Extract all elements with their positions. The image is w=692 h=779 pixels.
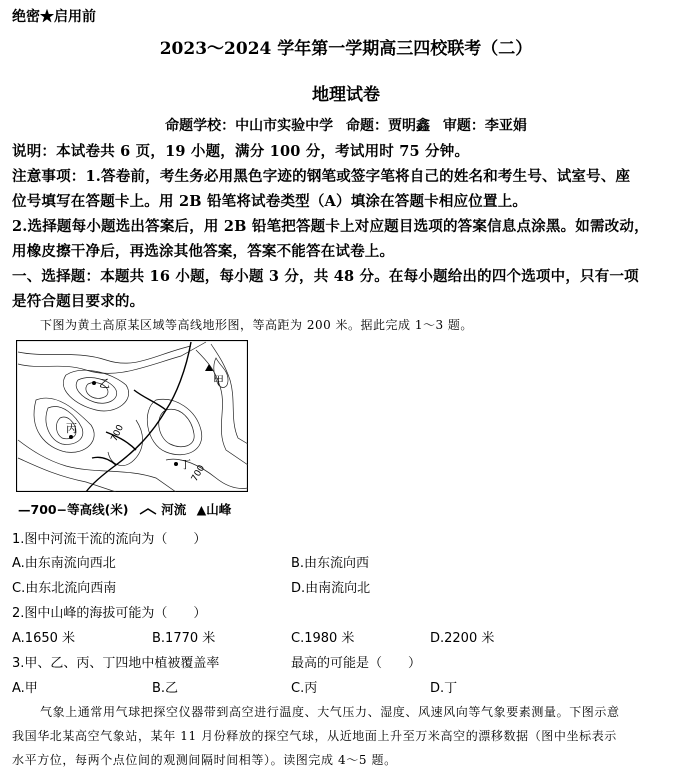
label-bing: 丙 — [66, 422, 77, 435]
exam-credits — [0, 115, 692, 135]
label-yi: 乙 — [99, 377, 110, 390]
exam-title: 2023～2024 学年第一学期高三四校联考（二） — [159, 39, 533, 59]
section-line-1: 一、选择题：本题共 16 小题，每小题 3 分，共 48 分。在每小题给出的四个选项中，只有一项 — [12, 268, 639, 285]
q2-option-c[interactable]: C.1980 米 — [291, 631, 355, 646]
passage-line-3: 水平方位，每两个点位间的观测间隔时间相等）。读图完成 4～5 题。 — [12, 753, 397, 767]
q1-option-d[interactable]: D.由南流向北 — [291, 581, 371, 596]
label-jia: 甲 — [213, 374, 224, 387]
reviewer: 审题：李亚娟 — [442, 118, 527, 134]
q2-option-b[interactable]: B.1770 米 — [152, 631, 216, 646]
point-bing — [69, 435, 73, 439]
school: 命题学校：中山市实验中学 — [165, 118, 334, 134]
confidential-mark: 绝密★启用前 — [12, 9, 96, 25]
map-legend — [18, 500, 237, 518]
q1-option-a[interactable]: A.由东南流向西北 — [12, 556, 116, 571]
question-2-stem: 2.图中山峰的海拔可能为（ ） — [12, 606, 207, 621]
river-legend-icon — [139, 506, 157, 516]
q3-option-a[interactable]: A.甲 — [12, 681, 38, 696]
question-1-stem: 1.图中河流干流的流向为（ ） — [12, 532, 207, 547]
point-ding — [174, 462, 178, 466]
contour-label-a: 700 — [109, 423, 126, 444]
item2-line-1: 2.选择题每小题选出答案后，用 2B 铅笔把答题卡上对应题目选项的答案信息点涂黑。如需改动， — [12, 218, 649, 235]
question-3-stem-tail: 最高的可能是（ ） — [291, 656, 422, 671]
author: 命题：贾明鑫 — [346, 118, 430, 134]
subject-title: 地理试卷 — [312, 85, 380, 105]
passage-line-2: 我国华北某高空气象站，某年 11 月份释放的探空气球，从近地面上升至万米高空的漂移数据（图中坐标表示 — [12, 729, 617, 743]
contour-map — [16, 340, 248, 492]
q1-option-c[interactable]: C.由东北流向西南 — [12, 581, 117, 596]
q2-option-a[interactable]: A.1650 米 — [12, 631, 76, 646]
q3-option-d[interactable]: D.丁 — [430, 681, 458, 696]
legend-contour: —700−等高线(米) — [18, 502, 129, 517]
q1-option-b[interactable]: B.由东流向西 — [291, 556, 370, 571]
passage-line-1: 气象上通常用气球把探空仪器带到高空进行温度、大气压力、湿度、风速风向等气象要素测量。下图示意 — [40, 705, 620, 719]
q2-option-d[interactable]: D.2200 米 — [430, 631, 495, 646]
point-yi — [92, 381, 96, 385]
question-3-stem: 3.甲、乙、丙、丁四地中植被覆盖率 — [12, 656, 220, 671]
legend-peak: ▲山峰 — [196, 502, 232, 517]
attention-line-2: 位号填写在答题卡上。用 2B 铅笔将试卷类型（A）填涂在答题卡相应位置上。 — [12, 193, 528, 210]
label-ding: 丁 — [180, 458, 191, 471]
section-line-2: 是符合题目要求的。 — [12, 293, 145, 310]
question-intro: 下图为黄土高原某区域等高线地形图，等高距为 200 米。据此完成 1～3 题。 — [40, 318, 473, 332]
exam-note: 说明：本试卷共 6 页，19 小题，满分 100 分，考试用时 75 分钟。 — [12, 143, 470, 160]
q3-option-c[interactable]: C.丙 — [291, 681, 318, 696]
legend-river: 河流 — [161, 502, 187, 517]
q3-option-b[interactable]: B.乙 — [152, 681, 179, 696]
contour-label-b: 700 — [189, 463, 208, 484]
item2-line-2: 用橡皮擦干净后，再选涂其他答案，答案不能答在试卷上。 — [12, 243, 395, 260]
attention-line-1: 注意事项：1.答卷前，考生务必用黑色字迹的钢笔或签字笔将自己的姓名和考生号、试室号、座 — [12, 168, 631, 185]
map-frame — [17, 341, 248, 492]
